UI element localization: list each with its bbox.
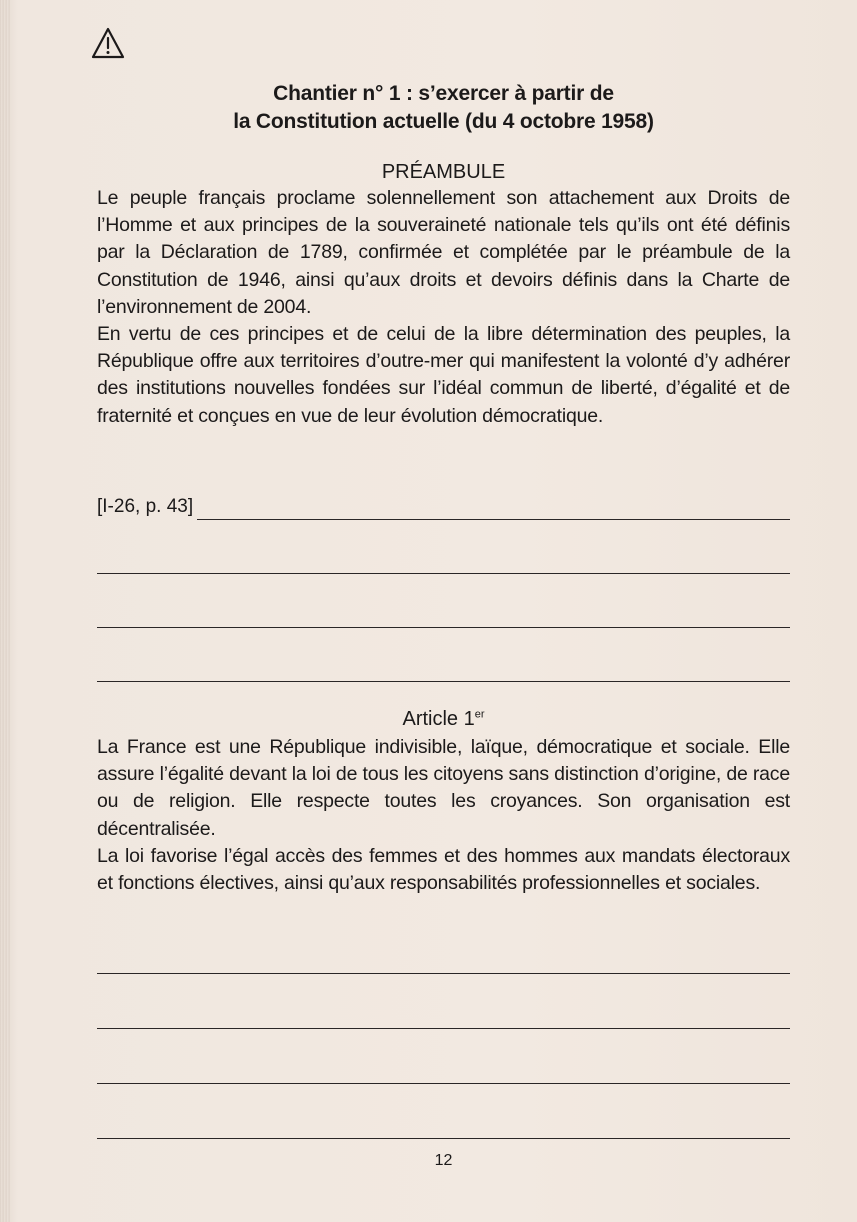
answer-line[interactable] [97, 973, 790, 974]
source-reference: [I-26, p. 43] [97, 496, 194, 517]
article-paragraph: La loi favorise l’égal accès des femmes et des hommes aux mandats électoraux et fonctions électives, ainsi qu’aux responsabilités professionnelles et sociales. [97, 844, 790, 895]
chapter-title-line1: Chantier n° 1 : s’exercer à partir de [273, 82, 614, 105]
preambule-heading: PRÉAMBULE [381, 161, 506, 183]
article-text [97, 734, 790, 897]
page-number: 12 [434, 1152, 453, 1169]
article-heading-superscript: er [474, 708, 485, 721]
answer-line[interactable] [97, 573, 790, 574]
answer-line[interactable] [97, 1138, 790, 1139]
answer-line[interactable] [97, 681, 790, 682]
article-heading-label: Article 1 [402, 708, 475, 730]
preambule-paragraph: Le peuple français proclame solennellement son attachement aux Droits de l’Homme et aux principes de la souveraineté nationale tels qu’ils ont été définis par la Déclaration de 1789, confirmée et complétée par le préambule de la Constitution de 1946, ainsi qu’aux droits et devoirs définis dans la Charte de l’environnement de 2004. [97, 187, 790, 318]
preambule-paragraph: En vertu de ces principes et de celui de la libre détermination des peuples, la République offre aux territoires d’outre-mer qui manifestent la volonté d’y adhérer des institutions nouvelles fondées sur l’idéal commun de liberté, d’égalité et de fraternité et conçues en vue de leur évolution démocratique. [97, 323, 790, 427]
answer-line[interactable] [197, 519, 790, 520]
article-heading [0, 706, 857, 732]
article-paragraph: La France est une République indivisible, laïque, démocratique et sociale. Elle assure l’égalité devant la loi de tous les citoyens sans distinction d’origine, de race ou de religion. Elle respecte toutes les croyances. Son organisation est décentralisée. [97, 736, 790, 840]
answer-line[interactable] [97, 1083, 790, 1084]
answer-line[interactable] [97, 1028, 790, 1029]
answer-line[interactable] [97, 627, 790, 628]
preambule-text [97, 185, 790, 430]
chapter-title-line2: la Constitution actuelle (du 4 octobre 1958) [233, 110, 654, 133]
warning-triangle-icon [90, 26, 126, 60]
